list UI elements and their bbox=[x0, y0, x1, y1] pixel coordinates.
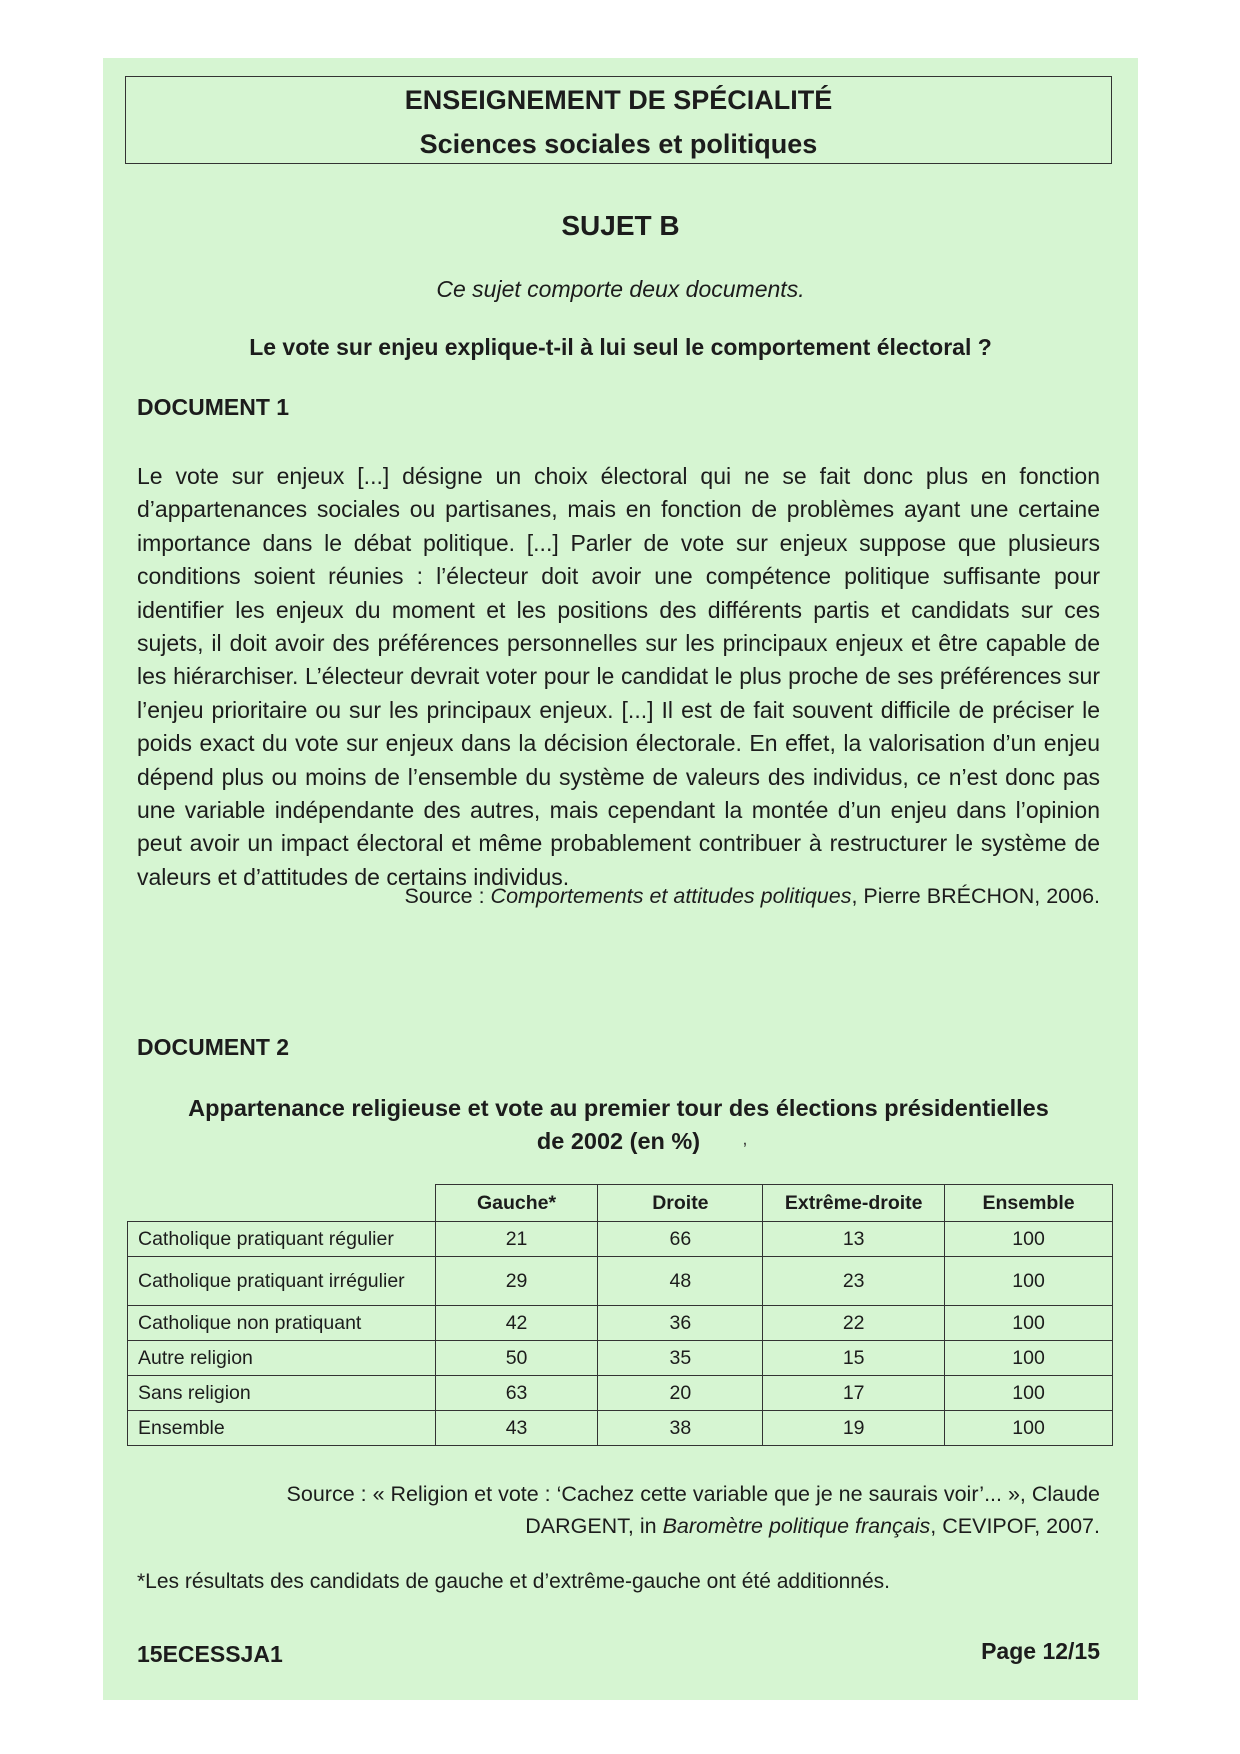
source-line1: Source : « Religion et vote : ‘Cachez cette variable que je ne saurais voir’... », Claude bbox=[286, 1482, 1100, 1506]
table-cell: 100 bbox=[945, 1411, 1113, 1446]
table-row bbox=[128, 1341, 1113, 1376]
header-title: ENSEIGNEMENT DE SPÉCIALITÉ bbox=[404, 85, 833, 115]
exam-page bbox=[103, 58, 1138, 1700]
column-header: Ensemble bbox=[945, 1185, 1113, 1222]
table-cell: 63 bbox=[435, 1376, 598, 1411]
vote-table bbox=[127, 1184, 1113, 1446]
table-title bbox=[137, 1092, 1100, 1158]
document-2-source bbox=[287, 1478, 1100, 1542]
table-cell: 17 bbox=[763, 1376, 945, 1411]
table-cell: 100 bbox=[945, 1306, 1113, 1341]
document-2-title: DOCUMENT 2 bbox=[137, 1034, 290, 1060]
table-cell: 50 bbox=[435, 1341, 598, 1376]
table-cell: 36 bbox=[598, 1306, 763, 1341]
table-row bbox=[128, 1306, 1113, 1341]
row-label: Ensemble bbox=[128, 1411, 436, 1446]
footer-code: 15ECESSJA1 bbox=[137, 1641, 283, 1667]
header-box bbox=[125, 76, 1112, 164]
table-cell: 48 bbox=[598, 1257, 763, 1306]
document-1-source bbox=[405, 880, 1101, 912]
source-title: Comportements et attitudes politiques bbox=[490, 884, 852, 908]
document-1-title: DOCUMENT 1 bbox=[137, 394, 290, 420]
table-cell: 43 bbox=[435, 1411, 598, 1446]
source-suffix: , Pierre BRÉCHON, 2006. bbox=[851, 884, 1100, 908]
table-cell: 100 bbox=[945, 1222, 1113, 1257]
table-cell: 66 bbox=[598, 1222, 763, 1257]
table-cell: 20 bbox=[598, 1376, 763, 1411]
table-row bbox=[128, 1222, 1113, 1257]
table-title-line1: Appartenance religieuse et vote au premier tour des élections présidentielles bbox=[188, 1095, 1049, 1121]
stray-mark: ʼ bbox=[743, 1140, 747, 1160]
source-line2-suffix: , CEVIPOF, 2007. bbox=[930, 1514, 1100, 1538]
footnote: *Les résultats des candidats de gauche et d’extrême-gauche ont été additionnés. bbox=[137, 1570, 890, 1593]
row-label: Catholique pratiquant régulier bbox=[128, 1222, 436, 1257]
table-cell: 23 bbox=[763, 1257, 945, 1306]
source-prefix: Source : bbox=[404, 884, 491, 908]
column-header: Droite bbox=[598, 1185, 763, 1222]
table-cell: 38 bbox=[598, 1411, 763, 1446]
column-header: Extrême-droite bbox=[763, 1185, 945, 1222]
subject-title: SUJET B bbox=[561, 210, 680, 241]
row-label: Sans religion bbox=[128, 1376, 436, 1411]
row-label: Catholique non pratiquant bbox=[128, 1306, 436, 1341]
source-line2-title: Baromètre politique français bbox=[662, 1514, 931, 1538]
table-cell: 35 bbox=[598, 1341, 763, 1376]
document-1-text: Le vote sur enjeux [...] désigne un choix électoral qui ne se fait donc plus en fonction d’appartenances sociales ou partisanes, mais en fonction de problèmes ayant une certaine importance dans le débat politique. [...] Parler de vote sur enjeux suppose que plusieurs conditions soient réunies : l’électeur doit avoir une compétence politique suffisante pour identifier les enjeux du moment et les positions des différents partis et candidats sur ces sujets, il doit avoir des préférences personnelles sur les principaux enjeux et être capable de les hiérarchiser. L’électeur devrait voter pour le candidat le plus proche de ses préférences sur l’enjeu prioritaire ou sur les principaux enjeux. [...] Il est de fait souvent difficile de préciser le poids exact du vote sur enjeux dans la décision électorale. En effet, la valorisation d’un enjeu dépend plus ou moins de l’ensemble du système de valeurs des individus, ce n’est donc pas une variable indépendante des autres, mais cependant la montée d’un enjeu dans l’opinion peut avoir un impact électoral et même probablement contribuer à restructurer le système de valeurs et d’attitudes de certains individus. bbox=[137, 463, 1100, 890]
row-label: Autre religion bbox=[128, 1341, 436, 1376]
table-cell: 22 bbox=[763, 1306, 945, 1341]
source-line2-prefix: DARGENT, in bbox=[525, 1514, 663, 1538]
table-row bbox=[128, 1257, 1113, 1306]
table-header-row bbox=[128, 1185, 1113, 1222]
column-header: Gauche* bbox=[435, 1185, 598, 1222]
table-cell: 100 bbox=[945, 1341, 1113, 1376]
source-line2 bbox=[287, 1510, 1100, 1542]
subject-question: Le vote sur enjeu explique-t-il à lui seul le comportement électoral ? bbox=[249, 334, 992, 360]
table-cell: 13 bbox=[763, 1222, 945, 1257]
table-cell: 100 bbox=[945, 1257, 1113, 1306]
page-number: Page 12/15 bbox=[981, 1638, 1100, 1664]
table-cell: 19 bbox=[763, 1411, 945, 1446]
subject-intro: Ce sujet comporte deux documents. bbox=[436, 276, 805, 302]
table-row bbox=[128, 1411, 1113, 1446]
table-corner bbox=[128, 1185, 436, 1222]
row-label: Catholique pratiquant irrégulier bbox=[128, 1257, 436, 1306]
table-row bbox=[128, 1376, 1113, 1411]
table-title-line2: de 2002 (en %) bbox=[536, 1128, 701, 1154]
table-cell: 29 bbox=[435, 1257, 598, 1306]
table-cell: 21 bbox=[435, 1222, 598, 1257]
table-cell: 42 bbox=[435, 1306, 598, 1341]
table-cell: 100 bbox=[945, 1376, 1113, 1411]
header-subtitle: Sciences sociales et politiques bbox=[419, 129, 818, 159]
table-cell: 15 bbox=[763, 1341, 945, 1376]
